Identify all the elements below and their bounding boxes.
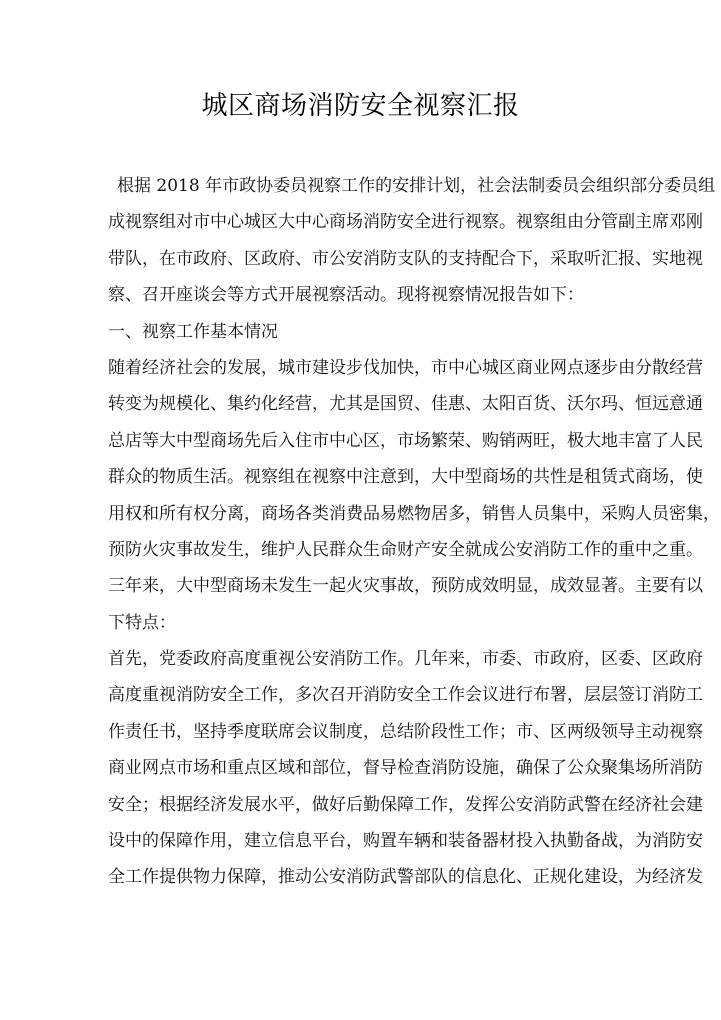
paragraph-line: 成视察组对市中心城区大中心商场消防安全进行视察。视察组由分管副主席邓刚 — [108, 212, 703, 233]
paragraph-line: 全工作提供物力保障，推动公安消防武警部队的信息化、正规化建设，为经济发 — [108, 867, 703, 888]
paragraph-line: 带队，在市政府、区政府、市公安消防支队的支持配合下，采取听汇报、实地视 — [108, 248, 703, 269]
paragraph-line: 预防火灾事故发生，维护人民群众生命财产安全就成公安消防工作的重中之重。 — [108, 539, 703, 560]
paragraph-line: 转变为规模化、集约化经营，尤其是国贸、佳惠、太阳百货、沃尔玛、恒远意通 — [108, 394, 703, 415]
paragraph-line: 下特点： — [108, 612, 176, 633]
paragraph-line: 用权和所有权分离，商场各类消费品易燃物居多，销售人员集中，采购人员密集， — [108, 503, 720, 524]
paragraph-line: 三年来，大中型商场未发生一起火灾事故，预防成效明显，成效显著。主要有以 — [108, 576, 703, 597]
paragraph-line: 察、召开座谈会等方式开展视察活动。现将视察情况报告如下： — [108, 285, 584, 306]
paragraph-line: 商业网点市场和重点区域和部位，督导检查消防设施，确保了公众聚集场所消防 — [108, 758, 703, 779]
paragraph-line: 作责任书，坚持季度联席会议制度，总结阶段性工作；市、区两级领导主动视察 — [108, 721, 703, 742]
paragraph-line: 根据 2018 年市政协委员视察工作的安排计划，社会法制委员会组织部分委员组 — [117, 176, 716, 196]
paragraph-line: 设中的保障作用，建立信息平台，购置车辆和装备器材投入执勤备战，为消防安 — [108, 831, 703, 852]
paragraph-line: 随着经济社会的发展，城市建设步伐加快，市中心城区商业网点逐步由分散经营 — [108, 357, 703, 378]
paragraph-line: 首先，党委政府高度重视公安消防工作。几年来，市委、市政府，区委、区政府 — [108, 649, 703, 670]
paragraph-line: 群众的物质生活。视察组在视察中注意到，大中型商场的共性是租赁式商场，使 — [108, 467, 703, 488]
paragraph-line: 安全；根据经济发展水平，做好后勤保障工作，发挥公安消防武警在经济社会建 — [108, 794, 703, 815]
document-title: 城区商场消防安全视察汇报 — [201, 91, 520, 121]
paragraph-line: 高度重视消防安全工作，多次召开消防安全工作会议进行布署，层层签订消防工 — [108, 685, 703, 706]
paragraph-line: 总店等大中型商场先后入住市中心区，市场繁荣、购销两旺，极大地丰富了人民 — [108, 430, 703, 451]
section-heading: 一、视察工作基本情况 — [108, 321, 278, 342]
document-body — [108, 168, 720, 896]
